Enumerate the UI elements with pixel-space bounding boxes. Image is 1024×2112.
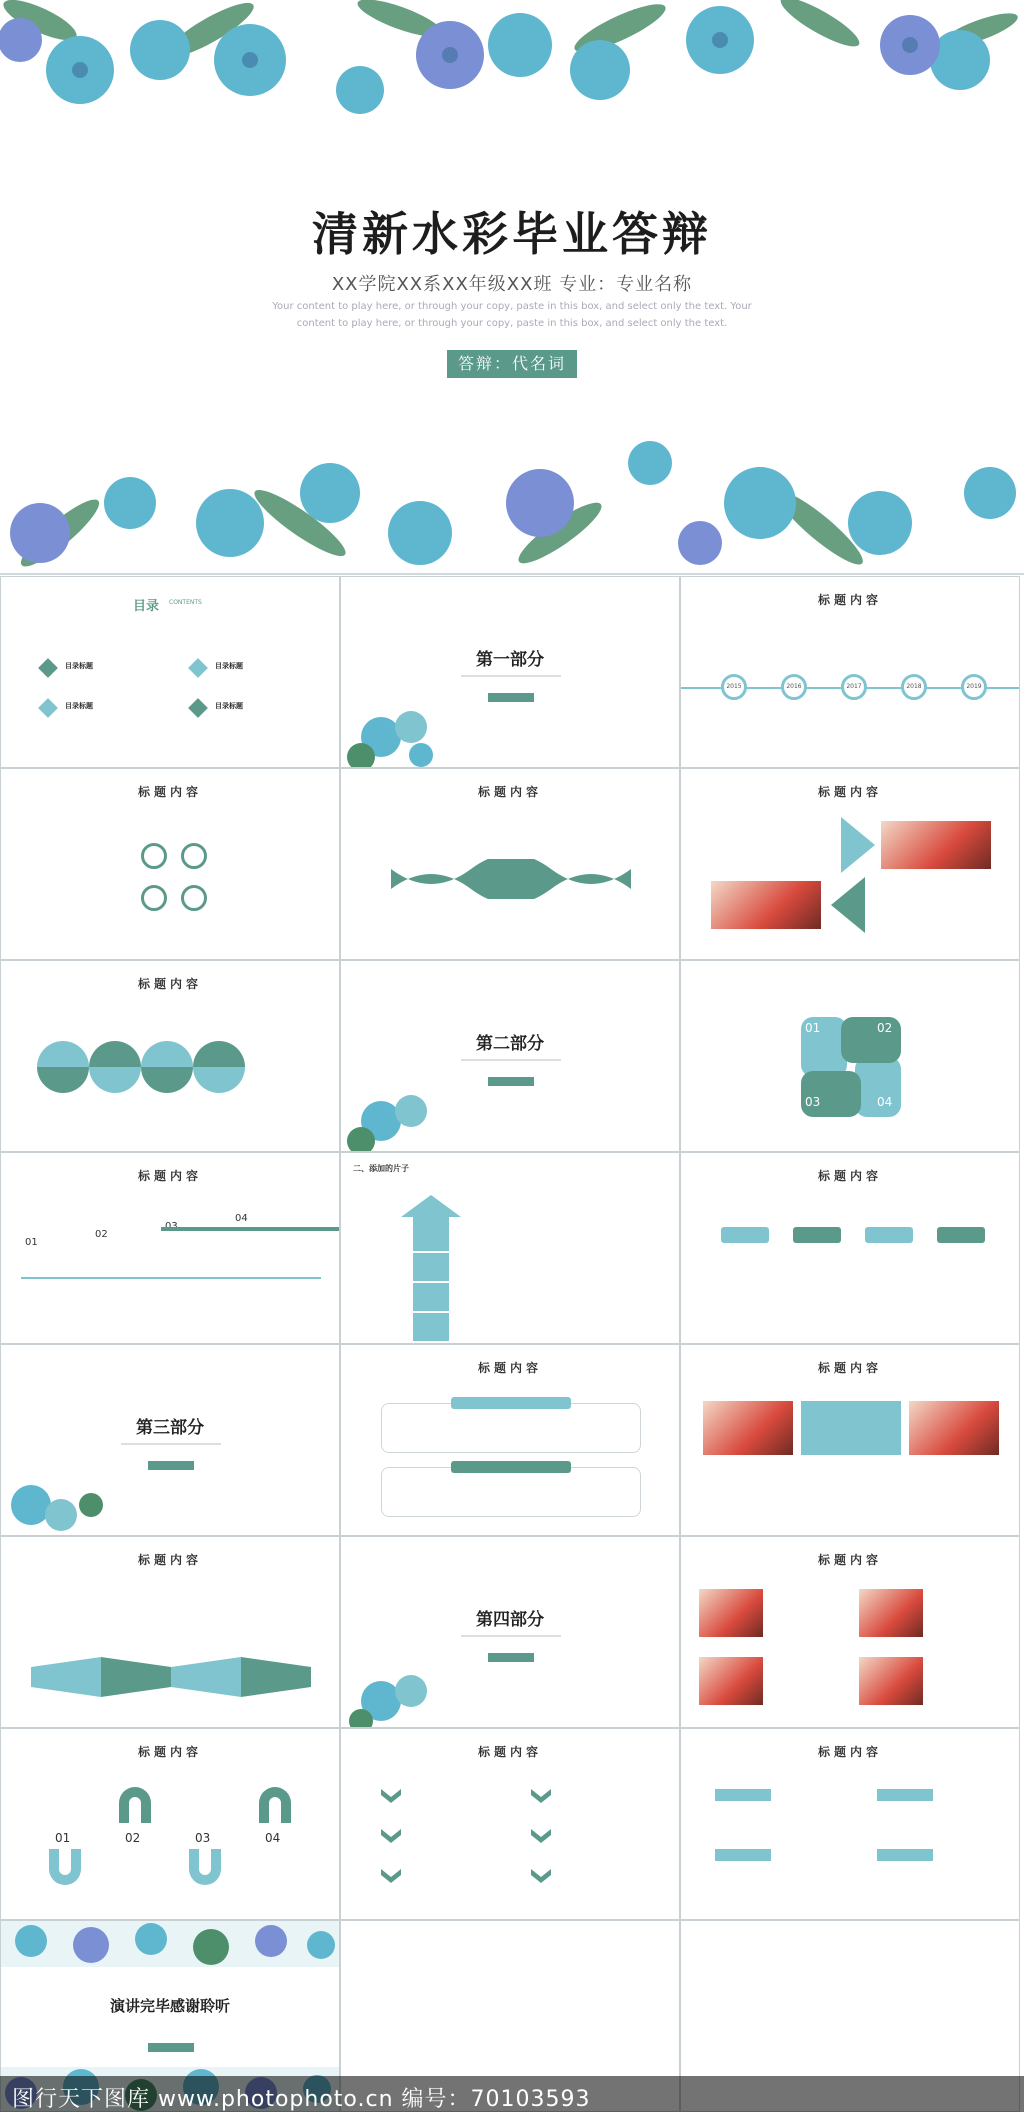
- cover-description: Your content to play here, or through your copy, paste in this box, and select only the text. Your content to play here, or through your copy, paste in this box, and select only the text.: [272, 301, 752, 329]
- step-axis: [21, 1277, 321, 1279]
- slide-timeline[interactable]: [680, 576, 1020, 768]
- slide-title: 标题内容: [817, 593, 882, 607]
- step-number: 04: [235, 1213, 248, 1224]
- toc-item-4[interactable]: 目录标题: [215, 702, 243, 710]
- arrow-tower: [401, 1195, 461, 1341]
- slide-icon-ribbon[interactable]: [0, 1536, 340, 1728]
- text-placeholder: [121, 1443, 221, 1445]
- semicircle-row: [37, 1041, 287, 1093]
- slide-section-1[interactable]: [340, 576, 680, 768]
- toc-marker: [38, 698, 58, 718]
- toc-title: 目录: [133, 599, 160, 614]
- watermark-text: 图行天下图库 www.photophoto.cn 编号：70103593: [12, 2087, 591, 2112]
- slide-heading: 二、添加的片子: [353, 1164, 409, 1173]
- tag-block: [877, 1789, 933, 1801]
- toc-marker: [38, 658, 58, 678]
- list-number: 4: [181, 885, 207, 911]
- section-title: 第二部分: [476, 1034, 544, 1054]
- slide-wave[interactable]: [340, 768, 680, 960]
- slide-arrow-tower[interactable]: [340, 1152, 680, 1344]
- slide-section-4[interactable]: [340, 1536, 680, 1728]
- content-box: [381, 1403, 641, 1453]
- slide-title: 标题内容: [817, 1745, 882, 1759]
- toc-marker: [188, 698, 208, 718]
- slide-magnets[interactable]: [0, 1728, 340, 1920]
- slide-title: 标题内容: [477, 1745, 542, 1759]
- photo: [909, 1401, 999, 1455]
- timeline-node[interactable]: 2018: [901, 674, 927, 700]
- slide-twist[interactable]: [680, 960, 1020, 1152]
- cover-slide[interactable]: [0, 0, 1024, 575]
- text-panel: [801, 1401, 901, 1455]
- slide-title: 标题内容: [477, 785, 542, 799]
- list-number: 3: [141, 885, 167, 911]
- slide-toc[interactable]: [0, 576, 340, 768]
- slide-title: 标题内容: [137, 1169, 202, 1183]
- photo: [859, 1589, 923, 1637]
- slide-chevron-list[interactable]: [340, 1728, 680, 1920]
- text-placeholder: [461, 1059, 561, 1061]
- section-tag: [148, 1461, 194, 1470]
- content-box: [381, 1467, 641, 1517]
- tag-block: [715, 1789, 771, 1801]
- photo: [699, 1589, 763, 1637]
- step-number: 01: [55, 1831, 71, 1845]
- box-header: [451, 1397, 571, 1409]
- photo: [859, 1657, 923, 1705]
- slide-title: 标题内容: [817, 1361, 882, 1375]
- flower-border-bottom: [0, 433, 1024, 573]
- slide-numbered-list[interactable]: [0, 768, 340, 960]
- closing-title: 演讲完毕感谢聆听: [109, 1997, 230, 2015]
- twist-number: 02: [877, 1021, 893, 1035]
- slide-photos-arrows[interactable]: [680, 768, 1020, 960]
- flower-corner: [341, 1661, 451, 1728]
- slide-section-2[interactable]: [340, 960, 680, 1152]
- flower-corner: [341, 697, 451, 768]
- section-tag: [488, 1077, 534, 1086]
- toc-title-en: CONTENTS: [169, 599, 202, 606]
- edit-icon[interactable]: [721, 1227, 769, 1243]
- photo: [699, 1657, 763, 1705]
- section-title: 第四部分: [476, 1610, 544, 1630]
- slide-title: 标题内容: [137, 977, 202, 991]
- tag-block: [715, 1849, 771, 1861]
- flower-border-top: [0, 0, 1024, 140]
- magnet-shape: [255, 1783, 295, 1823]
- twist-number: 01: [805, 1021, 821, 1035]
- flower-border-top: [1, 1921, 340, 1967]
- photo: [711, 881, 821, 929]
- magnet-shape: [185, 1849, 225, 1889]
- icon-ribbon: [31, 1657, 311, 1697]
- tag-block: [877, 1849, 933, 1861]
- flower-corner: [341, 1081, 451, 1152]
- slide-photo-grid[interactable]: [680, 1536, 1020, 1728]
- slide-icon-buttons[interactable]: [680, 1152, 1020, 1344]
- timeline-node[interactable]: 2016: [781, 674, 807, 700]
- chevron-icons: [381, 1789, 401, 1899]
- magnet-shape: [115, 1783, 155, 1823]
- step-bar: [161, 1227, 340, 1231]
- slide-thumbnail-grid: [0, 576, 1024, 2076]
- timeline-node[interactable]: 2019: [961, 674, 987, 700]
- slide-tag-blocks[interactable]: [680, 1728, 1020, 1920]
- list-number: 2: [181, 843, 207, 869]
- step-number: 02: [95, 1229, 108, 1240]
- slide-title: 标题内容: [137, 785, 202, 799]
- photo: [881, 821, 991, 869]
- chevron-icons: [531, 1789, 551, 1899]
- wave-shape: [391, 859, 631, 899]
- section-title: 第三部分: [136, 1418, 204, 1438]
- step-number: 01: [25, 1237, 38, 1248]
- text-placeholder: [461, 1635, 561, 1637]
- bar-chart-icon[interactable]: [937, 1227, 985, 1243]
- slide-rounded-boxes[interactable]: [340, 1344, 680, 1536]
- photo: [703, 1401, 793, 1455]
- flower-corner: [1, 1475, 111, 1536]
- text-placeholder: [461, 675, 561, 677]
- step-number: 02: [125, 1831, 141, 1845]
- chat-icon[interactable]: [865, 1227, 913, 1243]
- section-tag: [488, 693, 534, 702]
- slide-title: 标题内容: [477, 1361, 542, 1375]
- watermark-strip: [0, 2076, 1024, 2112]
- toc-marker: [188, 658, 208, 678]
- chart-icon[interactable]: [793, 1227, 841, 1243]
- cover-title: 清新水彩毕业答辩: [312, 207, 712, 261]
- toc-item-3[interactable]: 目录标题: [65, 702, 93, 710]
- defense-button[interactable]: 答辩：代名词: [447, 350, 577, 378]
- step-number: 04: [265, 1831, 281, 1845]
- timeline-node[interactable]: 2015: [721, 674, 747, 700]
- section-tag: [488, 1653, 534, 1662]
- section-title: 第一部分: [476, 650, 544, 670]
- toc-item-1[interactable]: 目录标题: [65, 662, 93, 670]
- slide-title: 标题内容: [137, 1553, 202, 1567]
- timeline-node[interactable]: 2017: [841, 674, 867, 700]
- slide-title: 标题内容: [137, 1745, 202, 1759]
- step-number: 03: [195, 1831, 211, 1845]
- magnet-shape: [45, 1849, 85, 1889]
- toc-item-2[interactable]: 目录标题: [215, 662, 243, 670]
- slide-title: 标题内容: [817, 785, 882, 799]
- closing-tag: [148, 2043, 194, 2052]
- slide-half-circles[interactable]: [0, 960, 340, 1152]
- slide-title: 标题内容: [817, 1553, 882, 1567]
- twist-number: 04: [877, 1095, 893, 1109]
- slide-photo-strip[interactable]: [680, 1344, 1020, 1536]
- cover-subtitle: XX学院XX系XX年级XX班 专业：专业名称: [331, 274, 693, 295]
- arrow-shape: [831, 877, 865, 933]
- slide-title: 标题内容: [817, 1169, 882, 1183]
- list-number: 1: [141, 843, 167, 869]
- slide-steps-bars[interactable]: [0, 1152, 340, 1344]
- slide-section-3[interactable]: [0, 1344, 340, 1536]
- twist-number: 03: [805, 1095, 821, 1109]
- arrow-shape: [841, 817, 875, 873]
- box-header: [451, 1461, 571, 1473]
